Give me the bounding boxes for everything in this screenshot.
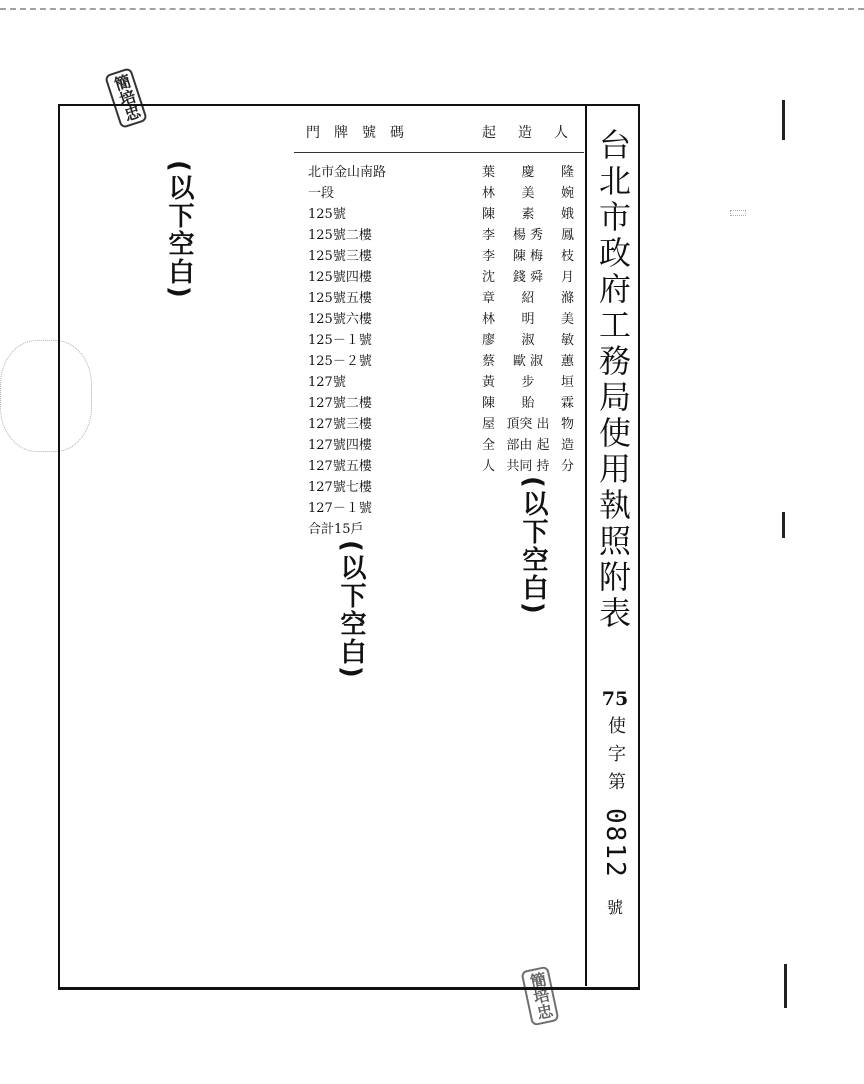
owner-row: 廖 淑 敏 [482, 333, 574, 348]
address-row: 127號四樓 [308, 438, 372, 453]
owner-row: 陳 素 娥 [482, 207, 574, 222]
address-total: 合計15戶 [308, 522, 364, 537]
address-row: 127－１號 [308, 501, 372, 516]
owner-row: 林 美 婉 [482, 186, 574, 201]
owner-row: 李 陳 梅 枝 [482, 249, 574, 264]
owner-note-row: 人 共同 持 分 [482, 459, 574, 474]
permit-number: 0812 [600, 808, 630, 879]
title-separator [585, 106, 587, 986]
owner-note-row: 屋 頂突 出 物 [482, 417, 574, 432]
owner-row: 李 楊 秀 鳳 [482, 228, 574, 243]
permit-number-block [598, 688, 632, 918]
address-row: 北市金山南路 [308, 165, 387, 180]
scan-edge-mark [782, 512, 785, 538]
address-list [308, 162, 386, 540]
address-row: 125－１號 [308, 333, 372, 348]
owner-row: 葉 慶 隆 [482, 165, 574, 180]
address-row: 125號四樓 [308, 270, 372, 285]
address-row: 125號二樓 [308, 228, 372, 243]
blank-mark-address: (以下空白) [336, 540, 366, 680]
scan-edge-mark [782, 100, 785, 140]
owner-column-header: 起造人 [482, 125, 590, 141]
owner-row: 林 明 美 [482, 312, 574, 327]
blank-mark-owner: (以下空白) [518, 476, 548, 616]
address-row: 127號三樓 [308, 417, 372, 432]
seal-stamp-top: 簡培忠 [104, 67, 148, 129]
column-header-rule [294, 152, 584, 153]
address-column-header: 門牌號碼 [306, 125, 418, 141]
address-row: 125號五樓 [308, 291, 372, 306]
owner-row: 蔡 歐 淑 蕙 [482, 354, 574, 369]
scan-edge-mark [784, 964, 787, 1008]
permit-chars: 使字第 [605, 716, 626, 800]
owner-row: 黃 步 垣 [482, 375, 574, 390]
address-row: 125號 [308, 207, 346, 222]
blank-mark-left: (以下空白) [164, 160, 194, 300]
owner-row: 陳 貽 霖 [482, 396, 574, 411]
owner-row: 章 紹 滌 [482, 291, 574, 306]
permit-suffix: 號 [606, 897, 623, 917]
address-row: 127號七樓 [308, 480, 372, 495]
address-row: 125號三樓 [308, 249, 372, 264]
scan-speckle [730, 210, 746, 216]
document-title: 台北市政府工務局使用執照附表 [594, 128, 632, 632]
address-row: 125號六樓 [308, 312, 372, 327]
address-row: 125－２號 [308, 354, 372, 369]
seal-stamp-bottom: 簡培忠 [520, 966, 559, 1027]
address-row: 127號 [308, 375, 346, 390]
owner-note-row: 全 部由 起 造 [482, 438, 574, 453]
owner-list [482, 162, 574, 477]
address-row: 127號五樓 [308, 459, 372, 474]
owner-row: 沈 錢 舜 月 [482, 270, 574, 285]
address-row: 一段 [308, 186, 335, 201]
address-row: 127號二樓 [308, 396, 372, 411]
scan-top-edge [0, 0, 864, 10]
permit-year: 75 [601, 688, 629, 710]
